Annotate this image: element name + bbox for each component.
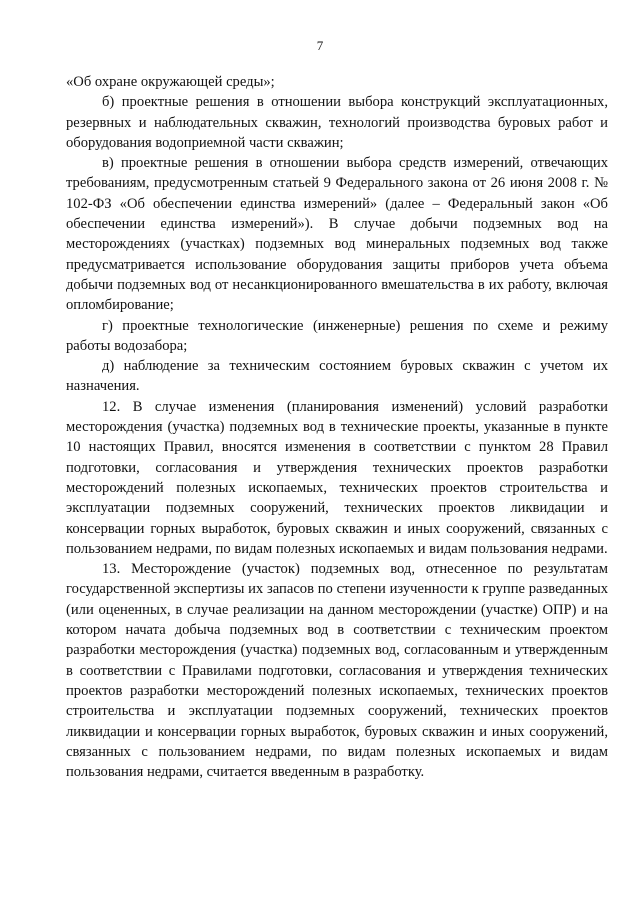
paragraph-continuation: «Об охране окружающей среды»; <box>66 74 275 90</box>
paragraph-item-b: б) проектные решения в отношении выбора конструкций эксплуатационных, резервных и наблюдательных скважин, технологий производства буровых работ и оборудования водоприемной части скважин; <box>66 94 608 151</box>
paragraph-clause-12: 12. В случае изменения (планирования изменений) условий разработки месторождения (участка) подземных вод в технические проекты, указанные в пункте 10 настоящих Правил, вносятся изменения в соответствии с пунктом 28 Правил подготовки, согласования и утверждения технических проектов разработки месторождений полезных ископаемых, технических проектов строительства и эксплуатации подземных сооружений, технических проектов ликвидации и консервации горных выработок, буровых скважин и иных сооружений, связанных с пользованием недрами, по видам полезных ископаемых и видам пользования недрами. <box>66 398 608 557</box>
document-body <box>66 72 608 782</box>
paragraph-item-v: в) проектные решения в отношении выбора средств измерений, отвечающих требованиям, предусмотренным статьей 9 Федерального закона от 26 июня 2008 г. № 102-ФЗ «Об обеспечении единства измерений» (далее – Федеральный закон «Об обеспечении единства измерений»). В случае добычи подземных вод на месторождениях (участках) подземных вод минеральных подземных вод также предусматривается использование оборудования защиты приборов учета объема добычи подземных вод от несанкционированного вмешательства в их работу, включая опломбирование; <box>66 155 608 314</box>
paragraph-clause-13: 13. Месторождение (участок) подземных вод, отнесенное по результатам государственной экспертизы их запасов по степени изученности к группе разведанных (или оцененных, в случае реализации на данном месторождении (участке) ОПР) и на котором начата добыча подземных вод в соответствии с техническим проектом разработки месторождения (участка) подземных вод, согласованным и утвержденным в соответствии с Правилами подготовки, согласования и утверждения технических проектов разработки месторождений полезных ископаемых, технических проектов строительства и эксплуатации подземных сооружений, технических проектов ликвидации и консервации горных выработок, буровых скважин и иных сооружений, связанных с пользованием недрами, по видам полезных ископаемых и видам пользования недрами, считается введенным в разработку. <box>66 561 608 781</box>
page-number: 7 <box>316 38 324 53</box>
paragraph-item-g: г) проектные технологические (инженерные) решения по схеме и режиму работы водозабора; <box>66 317 608 354</box>
paragraph-item-d: д) наблюдение за техническим состоянием буровых скважин с учетом их назначения. <box>66 358 608 395</box>
